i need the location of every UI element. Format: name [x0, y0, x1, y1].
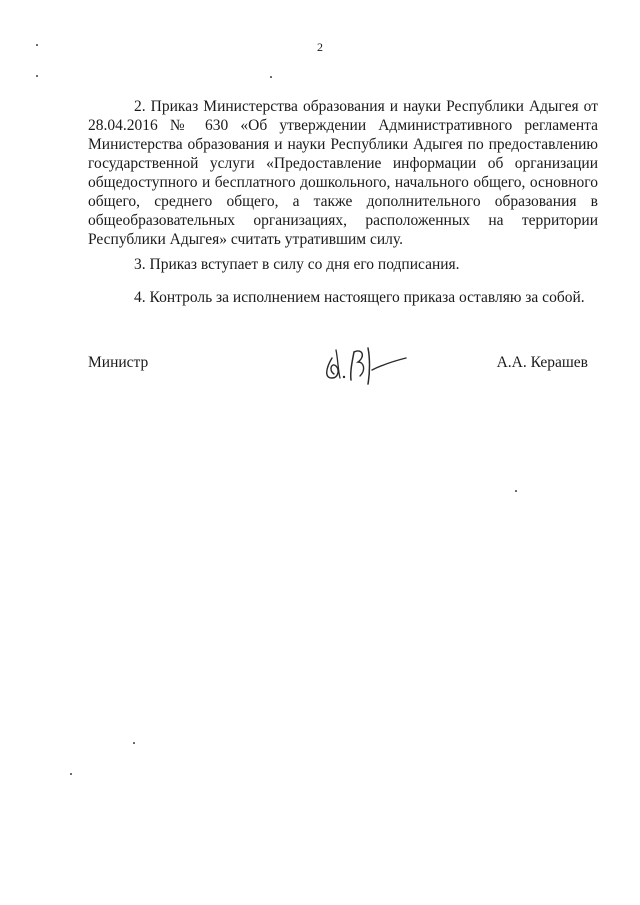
handwritten-signature [318, 340, 418, 390]
scan-speck [36, 44, 38, 46]
paragraph-2-line: государственной услуги «Предоставление информации об организации [88, 155, 598, 172]
paragraph-2-line: общего, среднего общего, а также дополнительного образования в [88, 193, 598, 210]
scan-speck [515, 490, 517, 492]
paragraph-2-line: общеобразовательных организациях, расположенных на территории [88, 212, 598, 229]
paragraph-2-line: общедоступного и бесплатного дошкольного, начального общего, основного [88, 174, 598, 191]
paragraph-3: 3. Приказ вступает в силу со дня его подписания. [134, 256, 460, 273]
paragraph-2-line: Министерства образования и науки Республики Адыгея по предоставлению [88, 136, 598, 153]
page-number: 2 [317, 40, 323, 54]
paragraph-2-line: 28.04.2016 № 630 «Об утверждении Административного регламента [88, 117, 598, 134]
paragraph-2-line: Республики Адыгея» считать утратившим силу. [88, 231, 403, 248]
paragraph-4: 4. Контроль за исполнением настоящего приказа оставляю за собой. [134, 289, 585, 306]
scan-speck [36, 75, 38, 77]
scan-speck [270, 76, 272, 78]
paragraph-2 [88, 97, 598, 249]
signature-block [88, 350, 588, 390]
signatory-title: Министр [88, 354, 149, 371]
signatory-name: А.А. Керашев [496, 354, 588, 371]
scan-speck [70, 773, 72, 775]
scan-speck [133, 742, 135, 744]
paragraph-2-line: 2. Приказ Министерства образования и науки Республики Адыгея от [134, 98, 598, 115]
